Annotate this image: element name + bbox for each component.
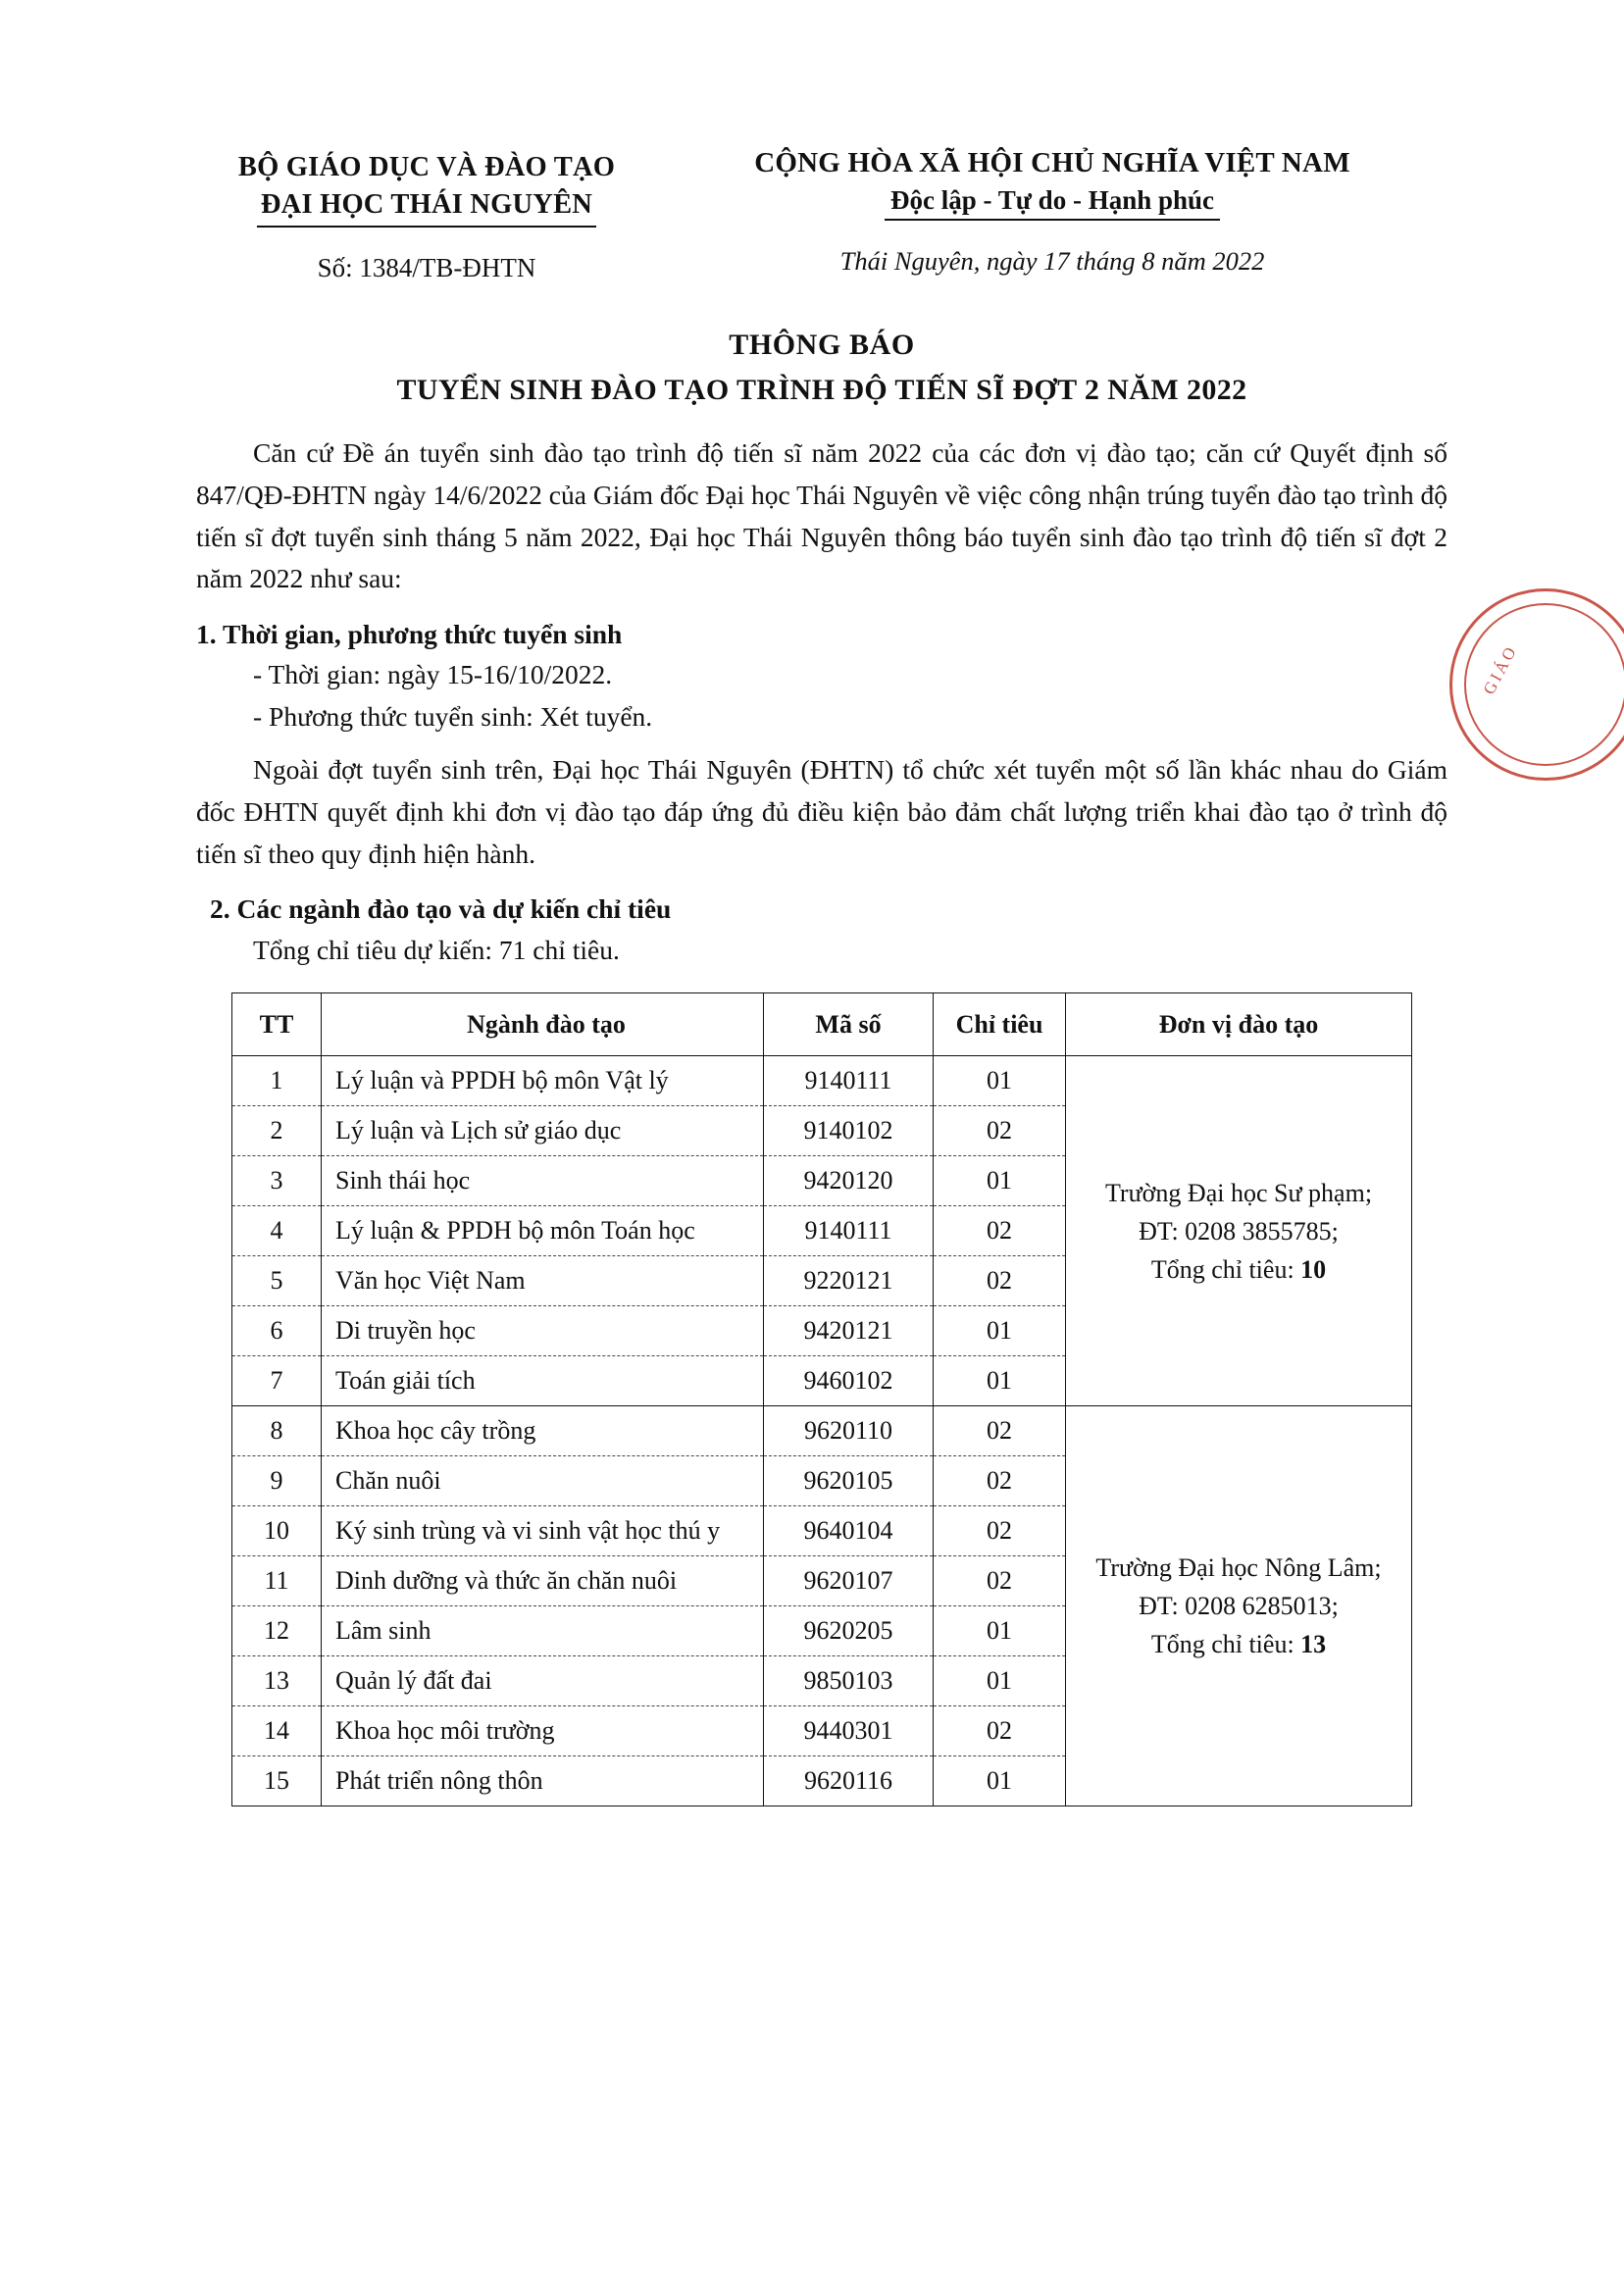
cell-quota: 02 <box>934 1556 1066 1606</box>
university-name: ĐẠI HỌC THÁI NGUYÊN <box>257 186 596 228</box>
cell-quota: 01 <box>934 1356 1066 1406</box>
cell-tt: 2 <box>232 1106 322 1156</box>
cell-major: Toán giải tích <box>322 1356 764 1406</box>
col-header-major: Ngành đào tạo <box>322 993 764 1056</box>
cell-quota: 01 <box>934 1656 1066 1706</box>
cell-major: Di truyền học <box>322 1306 764 1356</box>
unit-total-value: 10 <box>1300 1254 1327 1284</box>
col-header-tt: TT <box>232 993 322 1056</box>
cell-major: Ký sinh trùng và vi sinh vật học thú y <box>322 1506 764 1556</box>
cell-code: 9140102 <box>764 1106 934 1156</box>
cell-major: Sinh thái học <box>322 1156 764 1206</box>
cell-quota: 02 <box>934 1456 1066 1506</box>
col-header-code: Mã số <box>764 993 934 1056</box>
cell-code: 9140111 <box>764 1056 934 1106</box>
document-number: Số: 1384/TB-ĐHTN <box>317 253 536 283</box>
cell-tt: 15 <box>232 1756 322 1806</box>
cell-code: 9620110 <box>764 1406 934 1456</box>
table-row <box>232 1056 1412 1106</box>
cell-tt: 6 <box>232 1306 322 1356</box>
cell-tt: 12 <box>232 1606 322 1656</box>
section-1-line-1: - Thời gian: ngày 15-16/10/2022. <box>253 659 613 690</box>
nation-title: CỘNG HÒA XÃ HỘI CHỦ NGHĨA VIỆT NAM <box>754 147 1350 178</box>
cell-major: Khoa học cây trồng <box>322 1406 764 1456</box>
table-header-row <box>232 993 1412 1056</box>
unit-phone: ĐT: 0208 6285013; <box>1139 1592 1339 1621</box>
section-1-line-2: - Phương thức tuyển sinh: Xét tuyển. <box>253 700 653 732</box>
cell-tt: 11 <box>232 1556 322 1606</box>
unit-name: Trường Đại học Nông Lâm; <box>1095 1553 1382 1583</box>
section-1-heading: 1. Thời gian, phương thức tuyển sinh <box>196 618 623 649</box>
cell-code: 9640104 <box>764 1506 934 1556</box>
cell-unit-2 <box>1066 1406 1412 1806</box>
cell-major: Phát triển nông thôn <box>322 1756 764 1806</box>
cell-tt: 9 <box>232 1456 322 1506</box>
cell-tt: 5 <box>232 1256 322 1306</box>
cell-major: Lý luận & PPDH bộ môn Toán học <box>322 1206 764 1256</box>
col-header-quota: Chỉ tiêu <box>934 993 1066 1056</box>
section-2-total: Tổng chỉ tiêu dự kiến: 71 chỉ tiêu. <box>253 934 620 965</box>
cell-major: Chăn nuôi <box>322 1456 764 1506</box>
cell-code: 9620205 <box>764 1606 934 1656</box>
intro-paragraph: Căn cứ Đề án tuyển sinh đào tạo trình độ tiến sĩ năm 2022 của các đơn vị đào tạo; căn cứ Quyết định số 847/QĐ-ĐHTN ngày 14/6/2022 của Giám đốc Đại học Thái Nguyên về việc công nhận trúng tuyển đào tạo trình độ tiến sĩ đợt tuyển sinh tháng 5 năm 2022, Đại học Thái Nguyên thông báo tuyển sinh đào tạo trình độ tiến sĩ đợt 2 năm 2022 như sau: <box>196 437 1447 594</box>
cell-code: 9420121 <box>764 1306 934 1356</box>
cell-tt: 3 <box>232 1156 322 1206</box>
cell-quota: 02 <box>934 1406 1066 1456</box>
cell-code: 9440301 <box>764 1706 934 1756</box>
cell-code: 9220121 <box>764 1256 934 1306</box>
cell-major: Lý luận và PPDH bộ môn Vật lý <box>322 1056 764 1106</box>
cell-unit-1 <box>1066 1056 1412 1406</box>
ministry-name: BỘ GIÁO DỤC VÀ ĐÀO TẠO <box>237 152 616 182</box>
cell-tt: 1 <box>232 1056 322 1106</box>
cell-major: Lý luận và Lịch sử giáo dục <box>322 1106 764 1156</box>
cell-code: 9620116 <box>764 1756 934 1806</box>
cell-quota: 02 <box>934 1106 1066 1156</box>
nation-motto: Độc lập - Tự do - Hạnh phúc <box>885 183 1220 221</box>
cell-tt: 7 <box>232 1356 322 1406</box>
cell-code: 9140111 <box>764 1206 934 1256</box>
page-title: THÔNG BÁO <box>729 329 915 362</box>
unit-total <box>1080 1625 1397 1663</box>
unit-total <box>1080 1250 1397 1289</box>
cell-code: 9850103 <box>764 1656 934 1706</box>
cell-quota: 01 <box>934 1756 1066 1806</box>
cell-major: Quản lý đất đai <box>322 1656 764 1706</box>
cell-quota: 02 <box>934 1506 1066 1556</box>
document-header <box>196 147 1447 283</box>
place-and-date: Thái Nguyên, ngày 17 tháng 8 năm 2022 <box>839 246 1265 276</box>
cell-major: Khoa học môi trường <box>322 1706 764 1756</box>
header-right-block <box>657 147 1447 277</box>
cell-quota: 02 <box>934 1256 1066 1306</box>
cell-tt: 14 <box>232 1706 322 1756</box>
cell-tt: 10 <box>232 1506 322 1556</box>
cell-quota: 02 <box>934 1206 1066 1256</box>
cell-quota: 01 <box>934 1606 1066 1656</box>
cell-quota: 01 <box>934 1306 1066 1356</box>
section-2-heading: 2. Các ngành đào tạo và dự kiến chỉ tiêu <box>210 893 672 925</box>
unit-name: Trường Đại học Sư phạm; <box>1104 1178 1373 1207</box>
unit-total-value: 13 <box>1300 1630 1327 1659</box>
page-subtitle: TUYỂN SINH ĐÀO TẠO TRÌNH ĐỘ TIẾN SĨ ĐỢT 2 NĂM 2022 <box>396 374 1247 407</box>
cell-tt: 4 <box>232 1206 322 1256</box>
cell-code: 9620107 <box>764 1556 934 1606</box>
cell-code: 9620105 <box>764 1456 934 1506</box>
unit-total-label: Tổng chỉ tiêu: <box>1150 1254 1294 1284</box>
section-1-paragraph: Ngoài đợt tuyển sinh trên, Đại học Thái Nguyên (ĐHTN) tổ chức xét tuyển một số lần khác nhau do Giám đốc ĐHTN quyết định khi đơn vị đào tạo đáp ứng đủ điều kiện bảo đảm chất lượng triển khai đào tạo ở trình độ tiến sĩ theo quy định hiện hành. <box>196 754 1447 869</box>
cell-tt: 13 <box>232 1656 322 1706</box>
cell-quota: 01 <box>934 1056 1066 1106</box>
cell-major: Dinh dưỡng và thức ăn chăn nuôi <box>322 1556 764 1606</box>
cell-code: 9460102 <box>764 1356 934 1406</box>
col-header-unit: Đơn vị đào tạo <box>1066 993 1412 1056</box>
cell-quota: 01 <box>934 1156 1066 1206</box>
table-row <box>232 1406 1412 1456</box>
unit-total-label: Tổng chỉ tiêu: <box>1150 1630 1294 1659</box>
cell-tt: 8 <box>232 1406 322 1456</box>
seal-text: GIÁO <box>1479 641 1521 698</box>
majors-table <box>231 992 1412 1806</box>
unit-phone: ĐT: 0208 3855785; <box>1139 1216 1339 1246</box>
header-left-block <box>196 147 657 283</box>
cell-major: Văn học Việt Nam <box>322 1256 764 1306</box>
cell-major: Lâm sinh <box>322 1606 764 1656</box>
cell-quota: 02 <box>934 1706 1066 1756</box>
title-block <box>196 329 1447 407</box>
cell-code: 9420120 <box>764 1156 934 1206</box>
